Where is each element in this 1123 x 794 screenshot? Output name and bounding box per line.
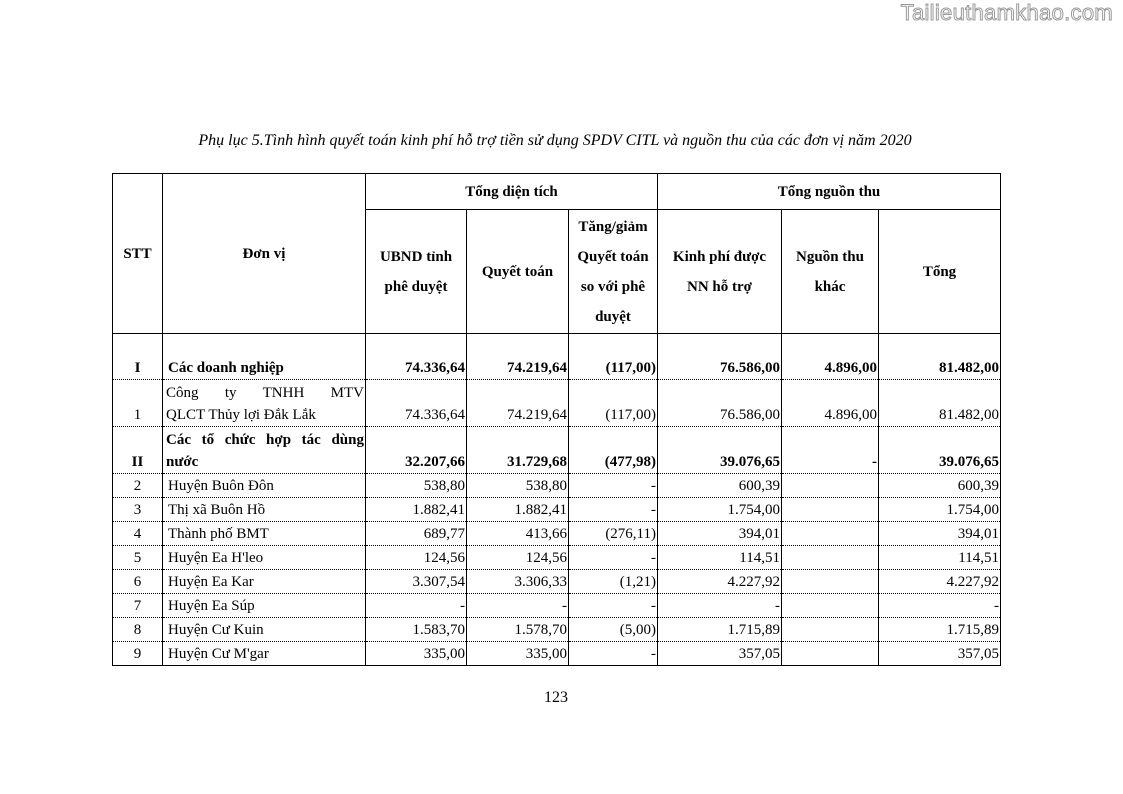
table-row xyxy=(113,594,1001,618)
cell-nguon-thu xyxy=(782,522,879,546)
cell-ubnd: - xyxy=(366,594,467,618)
cell-tang-giam: - xyxy=(569,642,658,666)
cell-kinh-phi: 76.586,00 xyxy=(658,380,782,427)
table-row xyxy=(113,474,1001,498)
cell-tang-giam: (5,00) xyxy=(569,618,658,642)
table-caption: Phụ lục 5.Tình hình quyết toán kinh phí hỗ trợ tiền sử dụng SPDV CITL và nguồn thu của các đơn vị năm 2020 xyxy=(198,132,912,149)
cell-ubnd: 74.336,64 xyxy=(366,334,467,380)
cell-ubnd: 3.307,54 xyxy=(366,570,467,594)
header-tong-nguon-thu: Tổng nguồn thu xyxy=(658,174,1001,210)
cell-stt: 6 xyxy=(113,570,163,594)
header-nguon-thu-line1: Nguồn thu xyxy=(796,248,864,265)
cell-unit: Huyện Ea Kar xyxy=(163,570,366,594)
cell-kinh-phi: 39.076,65 xyxy=(658,427,782,474)
cell-quyet-toan: 1.578,70 xyxy=(467,618,569,642)
cell-tang-giam: - xyxy=(569,594,658,618)
header-kinh-phi-line2: NN hỗ trợ xyxy=(687,278,752,295)
cell-tang-giam: - xyxy=(569,474,658,498)
cell-tong: 81.482,00 xyxy=(879,334,1001,380)
cell-unit: Huyện Buôn Đôn xyxy=(163,474,366,498)
cell-nguon-thu: - xyxy=(782,427,879,474)
cell-unit: Các doanh nghiệp xyxy=(163,334,366,380)
cell-unit-line1: Công ty TNHH MTV xyxy=(166,385,364,401)
cell-stt: 8 xyxy=(113,618,163,642)
cell-quyet-toan: 124,56 xyxy=(467,546,569,570)
cell-tang-giam: - xyxy=(569,498,658,522)
header-tong: Tổng xyxy=(879,210,1001,334)
table-row xyxy=(113,427,1001,474)
cell-unit: Thành phố BMT xyxy=(163,522,366,546)
cell-tang-giam: (117,00) xyxy=(569,334,658,380)
header-quyet-toan: Quyết toán xyxy=(467,210,569,334)
header-nguon-thu-line2: khác xyxy=(814,278,846,295)
cell-quyet-toan: 31.729,68 xyxy=(467,427,569,474)
cell-nguon-thu xyxy=(782,618,879,642)
header-tang-line4: duyệt xyxy=(595,308,631,325)
cell-kinh-phi: 4.227,92 xyxy=(658,570,782,594)
cell-tong: 114,51 xyxy=(879,546,1001,570)
table-row xyxy=(113,334,1001,380)
cell-unit: Huyện Cư M'gar xyxy=(163,642,366,666)
cell-quyet-toan: - xyxy=(467,594,569,618)
cell-unit-line2: QLCT Thủy lợi Đắk Lắk xyxy=(166,407,316,423)
cell-nguon-thu xyxy=(782,594,879,618)
header-tang-line3: so với phê xyxy=(580,278,646,295)
cell-kinh-phi: 357,05 xyxy=(658,642,782,666)
header-ubnd-line1: UBND tỉnh xyxy=(379,248,453,265)
header-tang-line2: Quyết toán xyxy=(577,248,649,265)
cell-tong: 394,01 xyxy=(879,522,1001,546)
cell-kinh-phi: - xyxy=(658,594,782,618)
cell-quyet-toan: 413,66 xyxy=(467,522,569,546)
cell-kinh-phi: 600,39 xyxy=(658,474,782,498)
cell-nguon-thu xyxy=(782,546,879,570)
cell-unit xyxy=(163,380,366,427)
header-tang-line1: Tăng/giảm xyxy=(578,218,648,235)
cell-kinh-phi: 1.715,89 xyxy=(658,618,782,642)
cell-nguon-thu xyxy=(782,642,879,666)
cell-kinh-phi: 394,01 xyxy=(658,522,782,546)
cell-stt: 1 xyxy=(113,380,163,427)
cell-tong: 81.482,00 xyxy=(879,380,1001,427)
cell-kinh-phi: 1.754,00 xyxy=(658,498,782,522)
cell-stt: 9 xyxy=(113,642,163,666)
cell-unit-line2: nước xyxy=(166,454,199,470)
header-tong-dien-tich: Tổng diện tích xyxy=(366,174,658,210)
cell-quyet-toan: 74.219,64 xyxy=(467,334,569,380)
cell-ubnd: 124,56 xyxy=(366,546,467,570)
table-row xyxy=(113,618,1001,642)
table-row xyxy=(113,570,1001,594)
cell-stt: 7 xyxy=(113,594,163,618)
cell-tong: 1.715,89 xyxy=(879,618,1001,642)
cell-ubnd: 538,80 xyxy=(366,474,467,498)
watermark: Tailieuthamkhao.com xyxy=(900,0,1113,25)
cell-quyet-toan: 538,80 xyxy=(467,474,569,498)
cell-ubnd: 1.583,70 xyxy=(366,618,467,642)
cell-tong: 357,05 xyxy=(879,642,1001,666)
cell-unit xyxy=(163,427,366,474)
cell-kinh-phi: 114,51 xyxy=(658,546,782,570)
header-don-vi: Đơn vị xyxy=(163,174,366,334)
cell-tang-giam: (477,98) xyxy=(569,427,658,474)
cell-tong: 600,39 xyxy=(879,474,1001,498)
header-nguon-thu xyxy=(782,210,879,334)
cell-kinh-phi: 76.586,00 xyxy=(658,334,782,380)
cell-ubnd: 32.207,66 xyxy=(366,427,467,474)
cell-nguon-thu xyxy=(782,498,879,522)
cell-stt: 4 xyxy=(113,522,163,546)
cell-nguon-thu xyxy=(782,474,879,498)
cell-unit: Huyện Ea Súp xyxy=(163,594,366,618)
cell-unit: Huyện Cư Kuin xyxy=(163,618,366,642)
cell-quyet-toan: 74.219,64 xyxy=(467,380,569,427)
header-ubnd xyxy=(366,210,467,334)
cell-ubnd: 689,77 xyxy=(366,522,467,546)
cell-quyet-toan: 335,00 xyxy=(467,642,569,666)
cell-tong: 4.227,92 xyxy=(879,570,1001,594)
settlement-table xyxy=(112,173,1001,666)
cell-stt: 3 xyxy=(113,498,163,522)
cell-quyet-toan: 3.306,33 xyxy=(467,570,569,594)
table-row xyxy=(113,498,1001,522)
cell-stt: 2 xyxy=(113,474,163,498)
cell-tang-giam: (276,11) xyxy=(569,522,658,546)
table-row xyxy=(113,546,1001,570)
cell-tang-giam: (117,00) xyxy=(569,380,658,427)
cell-stt: 5 xyxy=(113,546,163,570)
header-kinh-phi-line1: Kinh phí được xyxy=(672,248,767,265)
cell-tang-giam: (1,21) xyxy=(569,570,658,594)
cell-unit: Huyện Ea H'leo xyxy=(163,546,366,570)
table-row xyxy=(113,380,1001,427)
cell-ubnd: 335,00 xyxy=(366,642,467,666)
header-ubnd-line2: phê duyệt xyxy=(384,278,448,295)
table-row xyxy=(113,642,1001,666)
header-kinh-phi xyxy=(658,210,782,334)
cell-unit: Thị xã Buôn Hồ xyxy=(163,498,366,522)
header-stt: STT xyxy=(113,174,163,334)
cell-nguon-thu: 4.896,00 xyxy=(782,334,879,380)
cell-stt: I xyxy=(113,334,163,380)
cell-quyet-toan: 1.882,41 xyxy=(467,498,569,522)
cell-unit-line1: Các tổ chức hợp tác dùng xyxy=(166,432,364,448)
cell-tong: 1.754,00 xyxy=(879,498,1001,522)
cell-tang-giam: - xyxy=(569,546,658,570)
table-row xyxy=(113,522,1001,546)
page-number: 123 xyxy=(544,689,568,706)
cell-ubnd: 74.336,64 xyxy=(366,380,467,427)
cell-tong: 39.076,65 xyxy=(879,427,1001,474)
cell-ubnd: 1.882,41 xyxy=(366,498,467,522)
cell-nguon-thu xyxy=(782,570,879,594)
cell-nguon-thu: 4.896,00 xyxy=(782,380,879,427)
header-tang-giam xyxy=(569,210,658,334)
cell-stt: II xyxy=(113,427,163,474)
cell-tong: - xyxy=(879,594,1001,618)
